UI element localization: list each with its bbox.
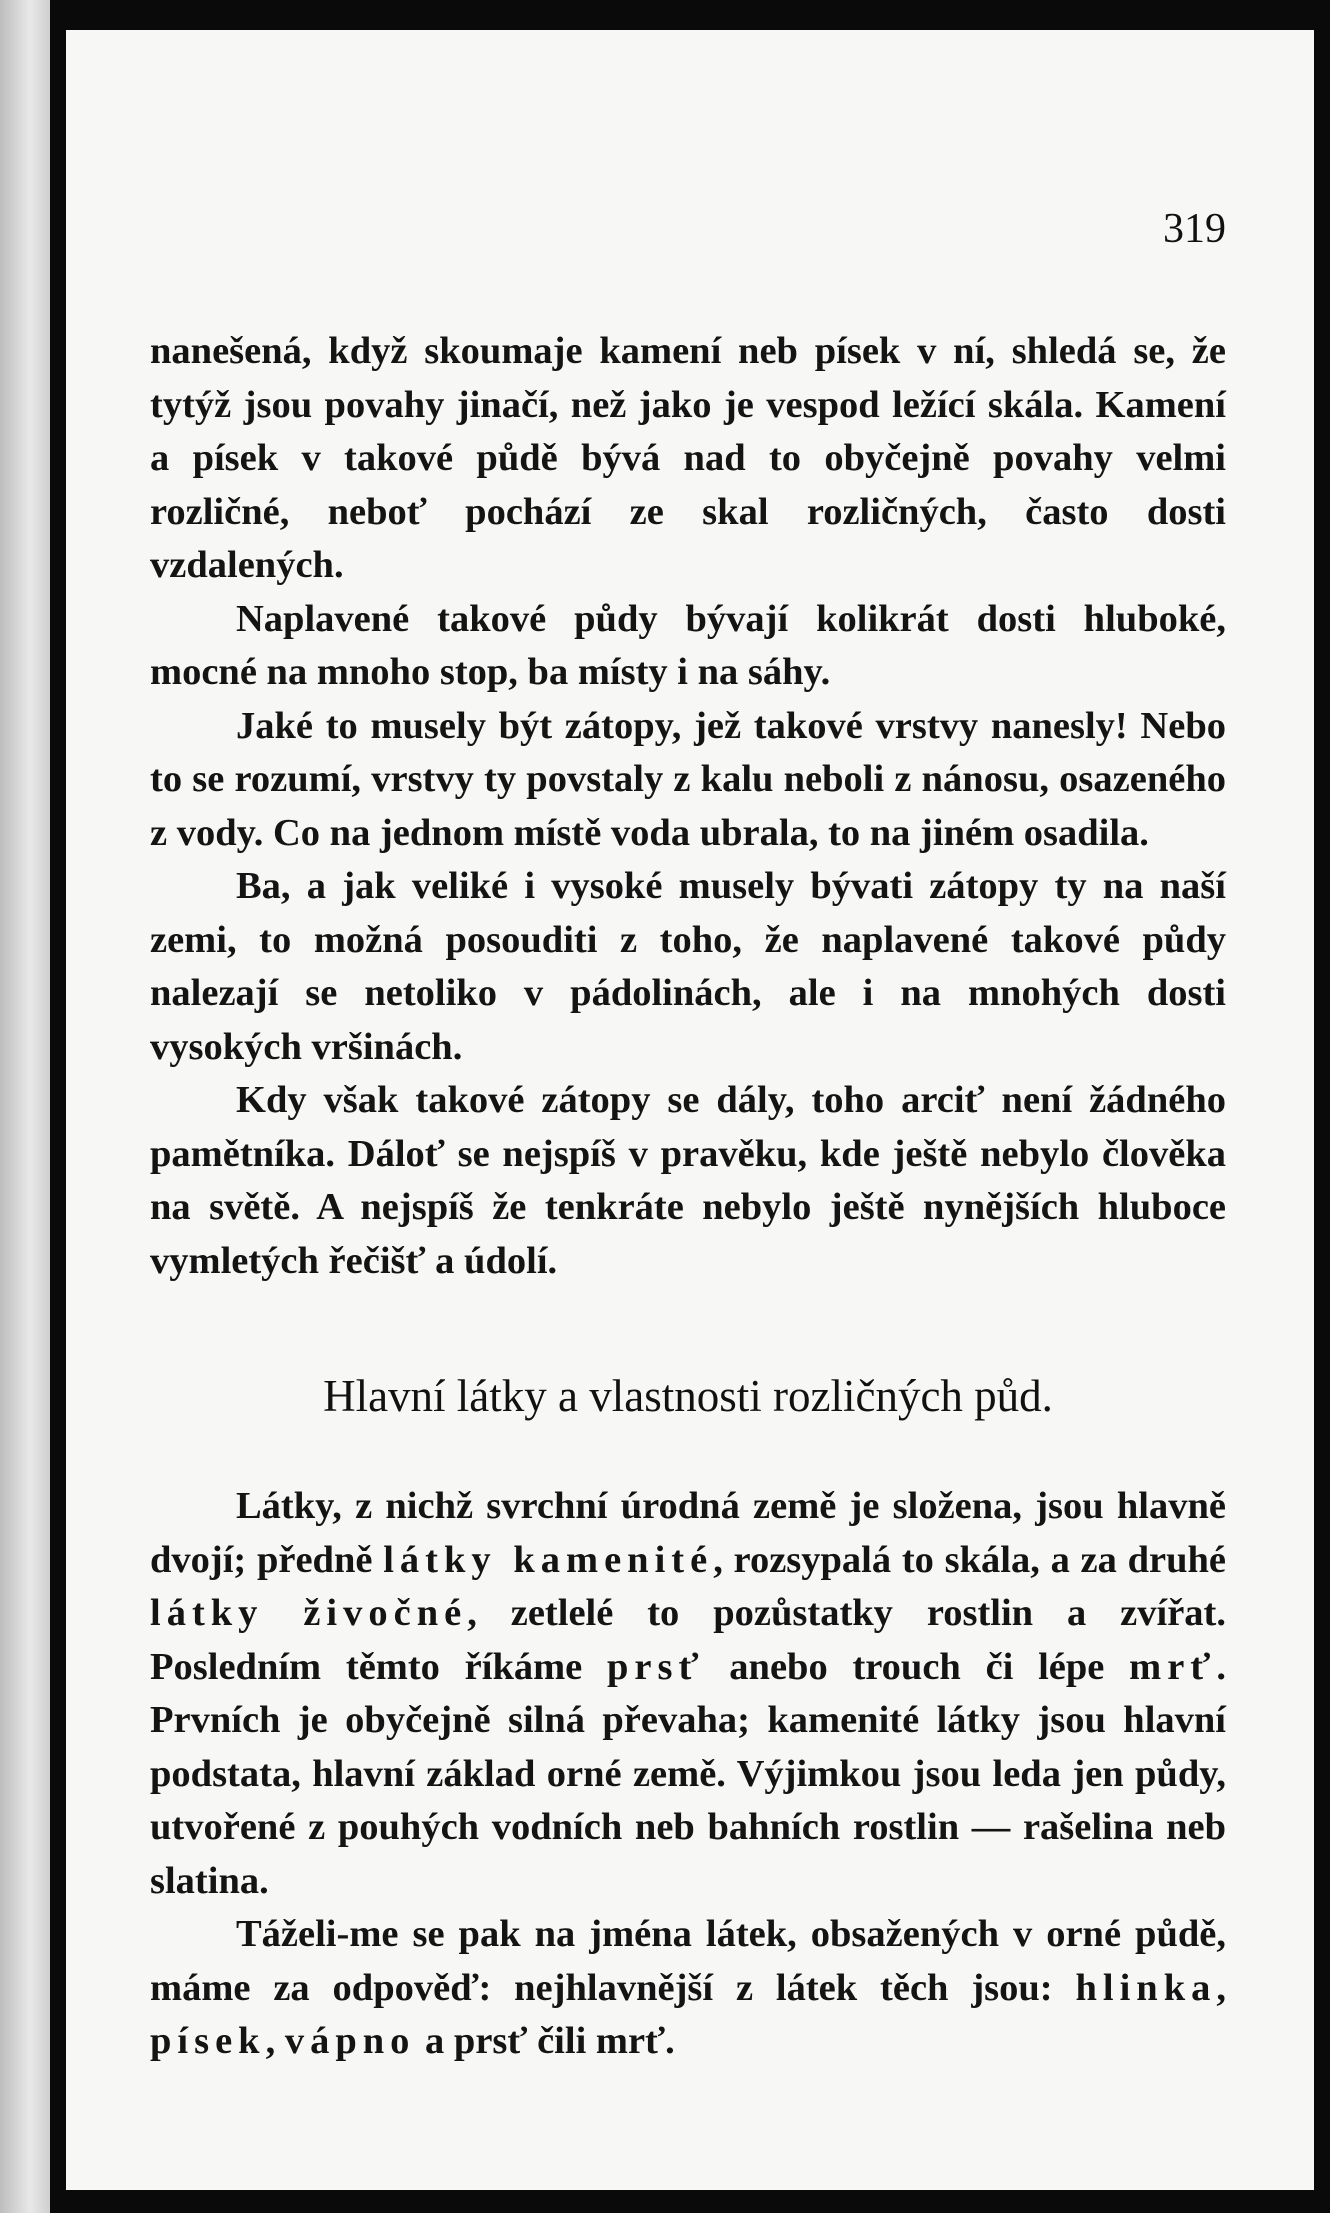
body-text-section-2 bbox=[150, 1480, 1226, 2069]
paragraph: Látky, z nichž svrchní úrodná země je složena, jsou hlavně dvojí; předně látky kamenité, rozsypalá to skála, a za druhé látky živočné, zetlelé to pozůstatky rostlin a zvířat. Posledním těmto říkáme prsť anebo trouch či lépe mrť. Prvních je obyčejně silná převaha; kamenité látky jsou hlavní podstata, hlavní základ orné země. Výjimkou jsou leda jen půdy, utvořené z pouhých vodních neb bahních rostlin — rašelina neb slatina. bbox=[150, 1485, 1227, 1902]
paragraph: Naplavené takové půdy bývají kolikrát dosti hluboké, mocné na mnoho stop, ba místy i na sáhy. bbox=[150, 597, 1226, 693]
section-heading: Hlavní látky a vlastnosti rozličných půd. bbox=[323, 1371, 1053, 1421]
paragraph: Ba, a jak veliké i vysoké musely bývati zátopy ty na naší zemi, to možná posouditi z toho, že naplavené takové půdy nalezají se netoliko v pádolinách, ale i na mnohých dosti vysokých vršinách. bbox=[150, 865, 1226, 1068]
paragraph: nanešená, když skoumaje kamení neb písek v ní, shledá se, že tytýž jsou povahy jinačí, než jako je vespod ležící skála. Kamení a písek v takové půdě bývá nad to obyčejně povahy velmi rozličné, neboť pochází ze skal rozličných, často dosti vzdalených. bbox=[150, 330, 1226, 586]
page bbox=[66, 30, 1314, 2190]
emphasized-term: hlinka bbox=[1075, 1966, 1217, 2009]
emphasized-term: mrť bbox=[1129, 1645, 1217, 1688]
body-text-section-1 bbox=[150, 325, 1226, 1288]
paragraph: Táželi-me se pak na jména látek, obsažených v orné půdě, máme za odpověď: nejhlavnější z látek těch jsou: hlinka, písek, vápno a prsť čili mrť. bbox=[150, 1913, 1226, 2062]
emphasized-term: látky kamenité bbox=[383, 1538, 714, 1581]
page-number: 319 bbox=[1163, 206, 1226, 252]
emphasized-term: vápno bbox=[284, 2020, 416, 2062]
previous-page-edge bbox=[0, 0, 50, 2213]
emphasized-term: prsť bbox=[607, 1645, 705, 1688]
paragraph: Kdy však takové zátopy se dály, toho arciť není žádného pamětníka. Dáloť se nejspíš v pravěku, kde ještě nebylo člověka na světě. A nejspíš že tenkráte nebylo ještě nynějších hluboce vymletých řečišť a údolí. bbox=[150, 1079, 1226, 1282]
paragraph: Jaké to musely být zátopy, jež takové vrstvy nanesly! Nebo to se rozumí, vrstvy ty povstaly z kalu neboli z nánosu, osazeného z vody. Co na jednom místě voda ubrala, to na jiném osadila. bbox=[150, 704, 1226, 854]
emphasized-term: písek bbox=[150, 2020, 266, 2062]
emphasized-term: látky živočné bbox=[150, 1592, 468, 1634]
term: prsť bbox=[453, 2020, 528, 2062]
